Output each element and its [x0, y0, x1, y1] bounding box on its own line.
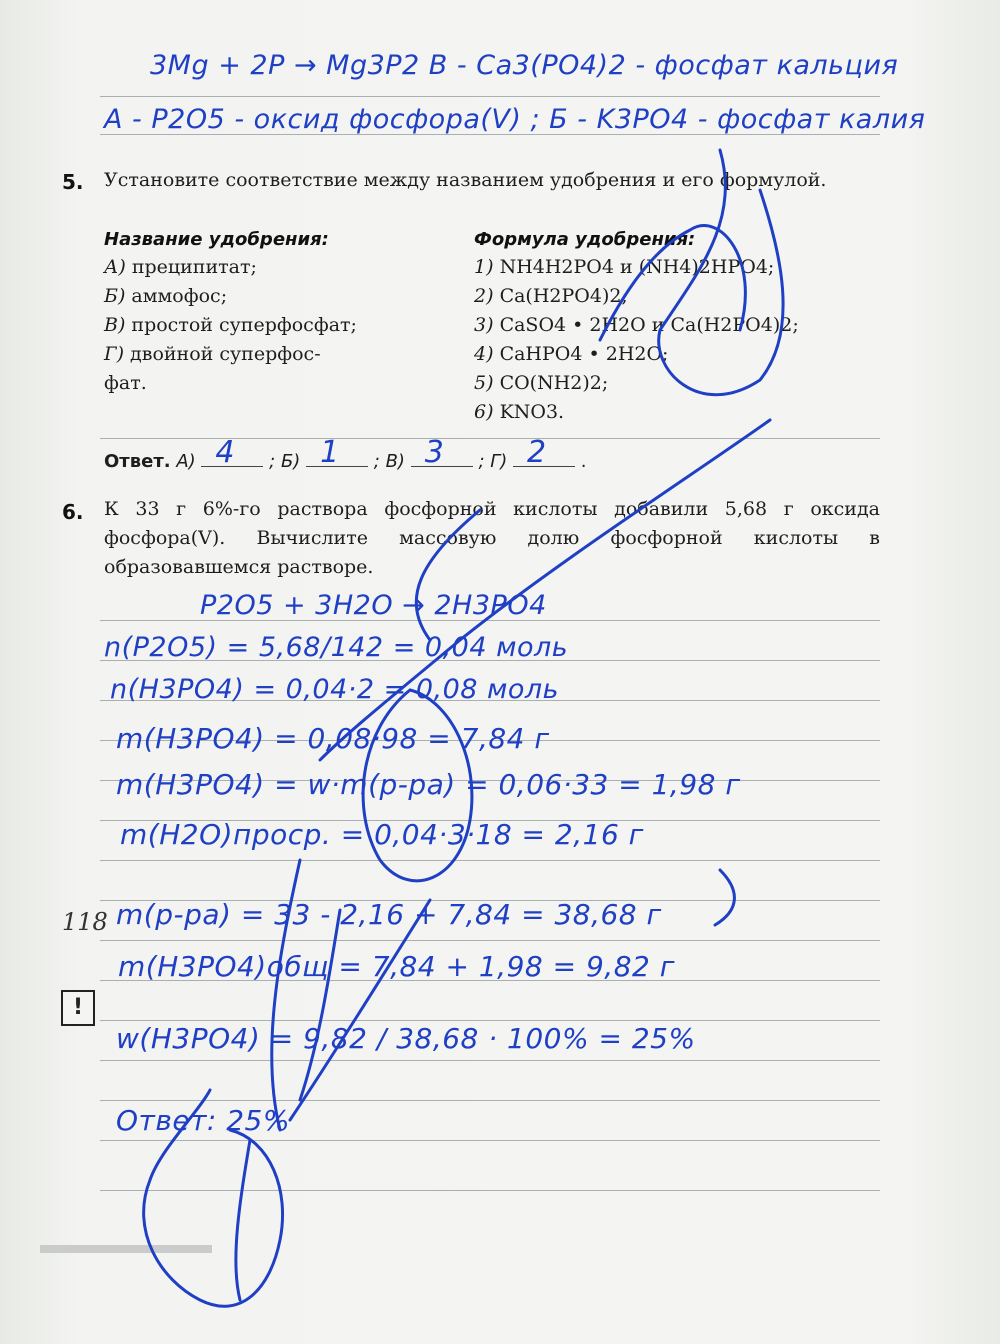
answer-blank-a[interactable] [201, 435, 263, 470]
formula-4: 4) CaHPO4 • 2H2O; [474, 343, 669, 365]
answer-letter-b: ; Б) [269, 451, 301, 472]
solution-line-1: P2O5 + 3H2O → 2H3PO4 [200, 590, 547, 621]
task6-number: 6. [62, 500, 84, 524]
answer-value-c: 3 [424, 435, 444, 470]
answer-end: . [580, 451, 587, 472]
fertilizer-name-c: В) простой суперфосфат; [104, 314, 357, 336]
solution-line-3: n(H3PO4) = 0,04·2 = 0,08 моль [110, 674, 560, 705]
ruled-line [100, 1020, 880, 1021]
formula-1: 1) NH4H2PO4 и (NH4)2HPO4; [474, 256, 775, 278]
solution-line-5: m(H3PO4) = w·m(р-ра) = 0,06·33 = 1,98 г [116, 768, 741, 801]
answer-value-b: 1 [320, 435, 340, 470]
answer-value-a: 4 [215, 435, 235, 470]
task5-number: 5. [62, 170, 84, 194]
fertilizer-name-a: А) преципитат; [104, 256, 257, 278]
solution-line-8: m(H3PO4)общ = 7,84 + 1,98 = 9,82 г [118, 950, 675, 983]
ruled-line [100, 1140, 880, 1141]
fertilizer-name-d: Г) двойной суперфос- [104, 343, 321, 365]
fertilizer-name-b: Б) аммофос; [104, 285, 228, 307]
solution-line-4: m(H3PO4) = 0,08·98 = 7,84 г [116, 722, 550, 755]
ruled-line [100, 96, 880, 97]
handwritten-line-2: А - P2O5 - оксид фосфора(V) ; Б - K3PO4 - фосфат калия [104, 104, 926, 135]
solution-line-7: m(р-ра) = 33 - 2,16 + 7,84 = 38,68 г [116, 898, 662, 931]
answer-label: Ответ. [104, 451, 171, 472]
page-number: 118 [62, 908, 108, 936]
answer-letter-a: А) [176, 451, 196, 472]
answer-blank-c[interactable] [411, 435, 473, 470]
handwritten-line-1: 3Mg + 2P → Mg3P2 В - Ca3(PO4)2 - фосфат кальция [150, 50, 899, 81]
answer-letter-d: ; Г) [478, 451, 508, 472]
task5-answer-row [104, 435, 587, 472]
answer-value-d: 2 [527, 435, 547, 470]
ruled-line [100, 940, 880, 941]
ruled-line [100, 860, 880, 861]
task5-names-header: Название удобрения: [104, 229, 329, 250]
ruled-line [100, 1100, 880, 1101]
answer-blank-b[interactable] [306, 435, 368, 470]
formula-6: 6) KNO3. [474, 401, 565, 423]
solution-line-10: Ответ: 25% [116, 1104, 290, 1137]
formula-3: 3) CaSO4 • 2H2O и Ca(H2PO4)2; [474, 314, 799, 336]
solution-line-2: n(P2O5) = 5,68/142 = 0,04 моль [104, 632, 569, 663]
task5-formulas-header: Формула удобрения: [474, 229, 696, 250]
fertilizer-name-d-cont: фат. [104, 372, 147, 394]
solution-line-9: w(H3PO4) = 9,82 / 38,68 · 100% = 25% [116, 1022, 696, 1055]
page-footer-bar [40, 1245, 212, 1253]
formula-5: 5) CO(NH2)2; [474, 372, 609, 394]
ruled-line [100, 1060, 880, 1061]
solution-line-6: m(H2O)проср. = 0,04·3·18 = 2,16 г [120, 818, 644, 851]
answer-blank-d[interactable] [513, 435, 575, 470]
ruled-line [100, 1190, 880, 1191]
task5-text: Установите соответствие между названием удобрения и его формулой. [104, 169, 827, 191]
warning-mark-icon: ! [61, 990, 95, 1026]
answer-letter-c: ; В) [373, 451, 405, 472]
task6-text: К 33 г 6%-го раствора фосфорной кислоты добавили 5,68 г оксида фосфора(V). Вычислите массовую долю фосфорной кислоты в образовавшемся растворе. [104, 498, 880, 578]
formula-2: 2) Ca(H2PO4)2; [474, 285, 628, 307]
